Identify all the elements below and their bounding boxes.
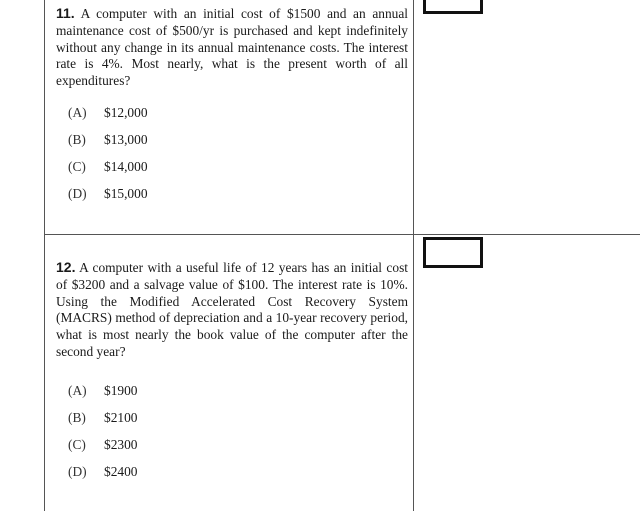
option-value: $1900: [104, 383, 138, 398]
question-11: [56, 5, 408, 90]
question-number: 11.: [56, 5, 75, 21]
option-q11-b[interactable]: [68, 130, 148, 157]
option-value: $2100: [104, 410, 138, 425]
question-number: 12.: [56, 259, 76, 275]
answer-box-q12[interactable]: [423, 237, 483, 268]
option-letter: (D): [68, 464, 87, 479]
option-letter: (A): [68, 383, 87, 398]
left-border-line: [44, 0, 45, 511]
question-12: [56, 259, 408, 361]
option-letter: (A): [68, 105, 87, 120]
option-q12-d[interactable]: [68, 462, 137, 489]
question-text: A computer with a useful life of 12 years has an initial cost of $3200 and a salvage value of $100. The interest rate is 10%. Using the Modified Accelerated Cost Recovery System (MACRS) method of depreciation and a 10-year recovery period, what is most nearly the book value of the computer after the second year?: [56, 260, 409, 359]
option-letter: (C): [68, 159, 86, 174]
option-q12-b[interactable]: [68, 408, 137, 435]
option-value: $14,000: [104, 159, 148, 174]
option-letter: (B): [68, 132, 86, 147]
option-q12-c[interactable]: [68, 435, 137, 462]
option-value: $2400: [104, 464, 138, 479]
option-value: $15,000: [104, 186, 148, 201]
option-letter: (D): [68, 186, 87, 201]
column-divider-line: [413, 0, 414, 511]
option-value: $12,000: [104, 105, 148, 120]
options-q12: [68, 381, 137, 489]
question-divider-line: [44, 234, 640, 235]
option-letter: (B): [68, 410, 86, 425]
question-text: A computer with an initial cost of $1500 and an annual maintenance cost of $500/yr is purchased and kept indefinitely without any change in its annual maintenance costs. The interest rate is 4%. Most nearly, what is the present worth of all expenditures?: [56, 6, 409, 89]
option-value: $13,000: [104, 132, 148, 147]
answer-box-q11[interactable]: [423, 0, 483, 14]
option-q11-d[interactable]: [68, 184, 148, 211]
option-q12-a[interactable]: [68, 381, 137, 408]
options-q11: [68, 103, 148, 211]
option-letter: (C): [68, 437, 86, 452]
option-q11-a[interactable]: [68, 103, 148, 130]
option-q11-c[interactable]: [68, 157, 148, 184]
option-value: $2300: [104, 437, 138, 452]
